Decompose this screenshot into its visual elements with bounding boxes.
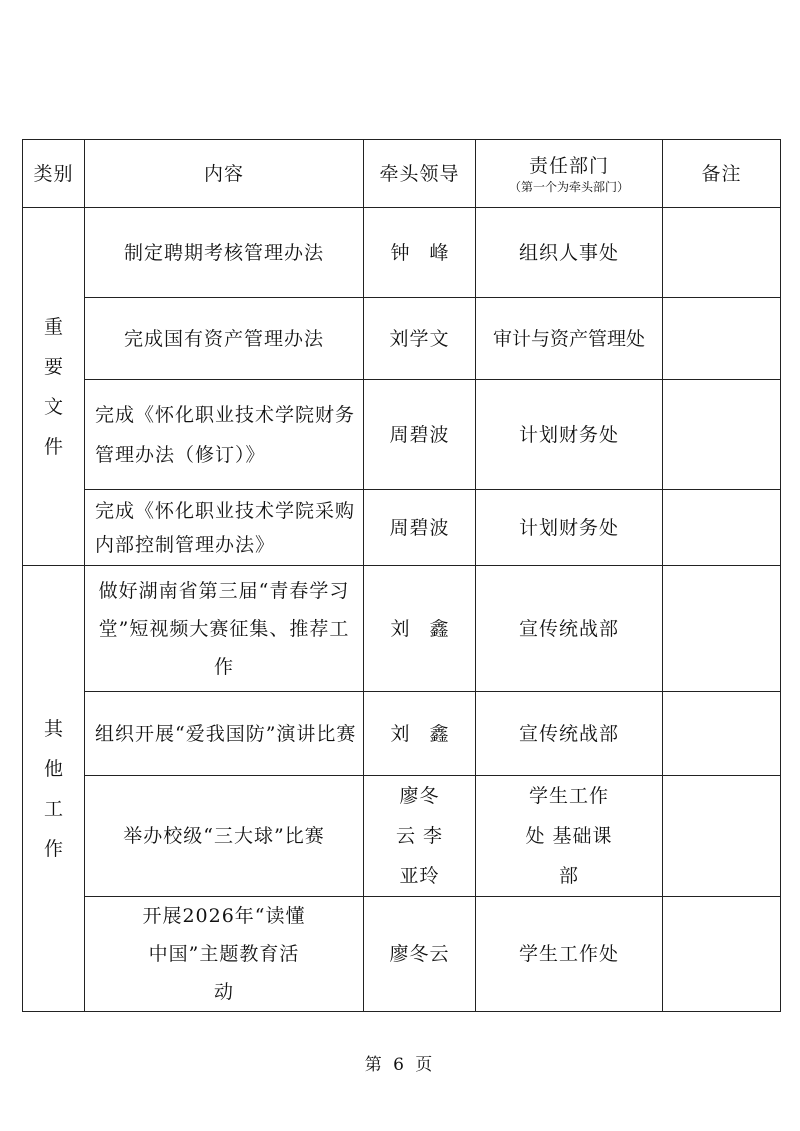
table-row — [23, 208, 781, 298]
content-cell: 完成国有资产管理办法 — [85, 298, 364, 380]
remark-cell — [663, 566, 781, 692]
content-cell: 做好湖南省第三届“青春学习堂”短视频大赛征集、推荐工作 — [85, 566, 364, 692]
header-leader: 牵头领导 — [364, 140, 476, 208]
table-row — [23, 298, 781, 380]
table-row — [23, 380, 781, 490]
remark-cell — [663, 692, 781, 776]
leader-cell: 周碧波 — [364, 380, 476, 490]
leader-name: 刘鑫 — [390, 722, 469, 745]
content-cell: 完成《怀化职业技术学院采购内部控制管理办法》 — [85, 490, 364, 566]
remark-cell — [663, 298, 781, 380]
content-cell: 完成《怀化职业技术学院财务管理办法（修订）》 — [85, 380, 364, 490]
remark-cell — [663, 208, 781, 298]
table-row — [23, 897, 781, 1012]
table-row — [23, 776, 781, 897]
header-department — [476, 140, 663, 208]
leader-cell — [364, 208, 476, 298]
leader-cell — [364, 692, 476, 776]
work-plan-table — [22, 139, 781, 1012]
department-cell: 学生工作处 基础课部 — [476, 776, 663, 897]
leader-name: 钟峰 — [390, 241, 469, 264]
content-cell: 组织开展“爱我国防”演讲比赛 — [85, 692, 364, 776]
department-cell: 计划财务处 — [476, 490, 663, 566]
category-label: 重要文件 — [44, 315, 65, 458]
department-cell: 学生工作处 — [476, 897, 663, 1012]
header-department-note: （第一个为牵头部门） — [508, 179, 629, 194]
leader-cell: 廖冬云 李亚玲 — [364, 776, 476, 897]
leader-name: 刘鑫 — [390, 617, 469, 640]
remark-cell — [663, 776, 781, 897]
category-label: 其他工作 — [44, 717, 65, 860]
remark-cell — [663, 490, 781, 566]
table-row — [23, 566, 781, 692]
content-cell: 开展2026年“读懂中国”主题教育活动 — [85, 897, 364, 1012]
category-cell — [23, 566, 85, 1012]
remark-cell — [663, 897, 781, 1012]
header-category: 类别 — [23, 140, 85, 208]
leader-cell — [364, 566, 476, 692]
department-cell: 宣传统战部 — [476, 692, 663, 776]
content-cell: 举办校级“三大球”比赛 — [85, 776, 364, 897]
leader-cell: 刘学文 — [364, 298, 476, 380]
page-number: 第 6 页 — [364, 1055, 436, 1075]
header-row — [23, 140, 781, 208]
header-content: 内容 — [85, 140, 364, 208]
table-row — [23, 692, 781, 776]
content-cell: 制定聘期考核管理办法 — [85, 208, 364, 298]
department-cell: 审计与资产管理处 — [476, 298, 663, 380]
table-row — [23, 490, 781, 566]
leader-cell: 廖冬云 — [364, 897, 476, 1012]
header-department-label: 责任部门 — [528, 154, 609, 177]
header-remark: 备注 — [663, 140, 781, 208]
remark-cell — [663, 380, 781, 490]
department-cell: 宣传统战部 — [476, 566, 663, 692]
leader-cell: 周碧波 — [364, 490, 476, 566]
department-cell: 计划财务处 — [476, 380, 663, 490]
department-cell: 组织人事处 — [476, 208, 663, 298]
category-cell — [23, 208, 85, 566]
